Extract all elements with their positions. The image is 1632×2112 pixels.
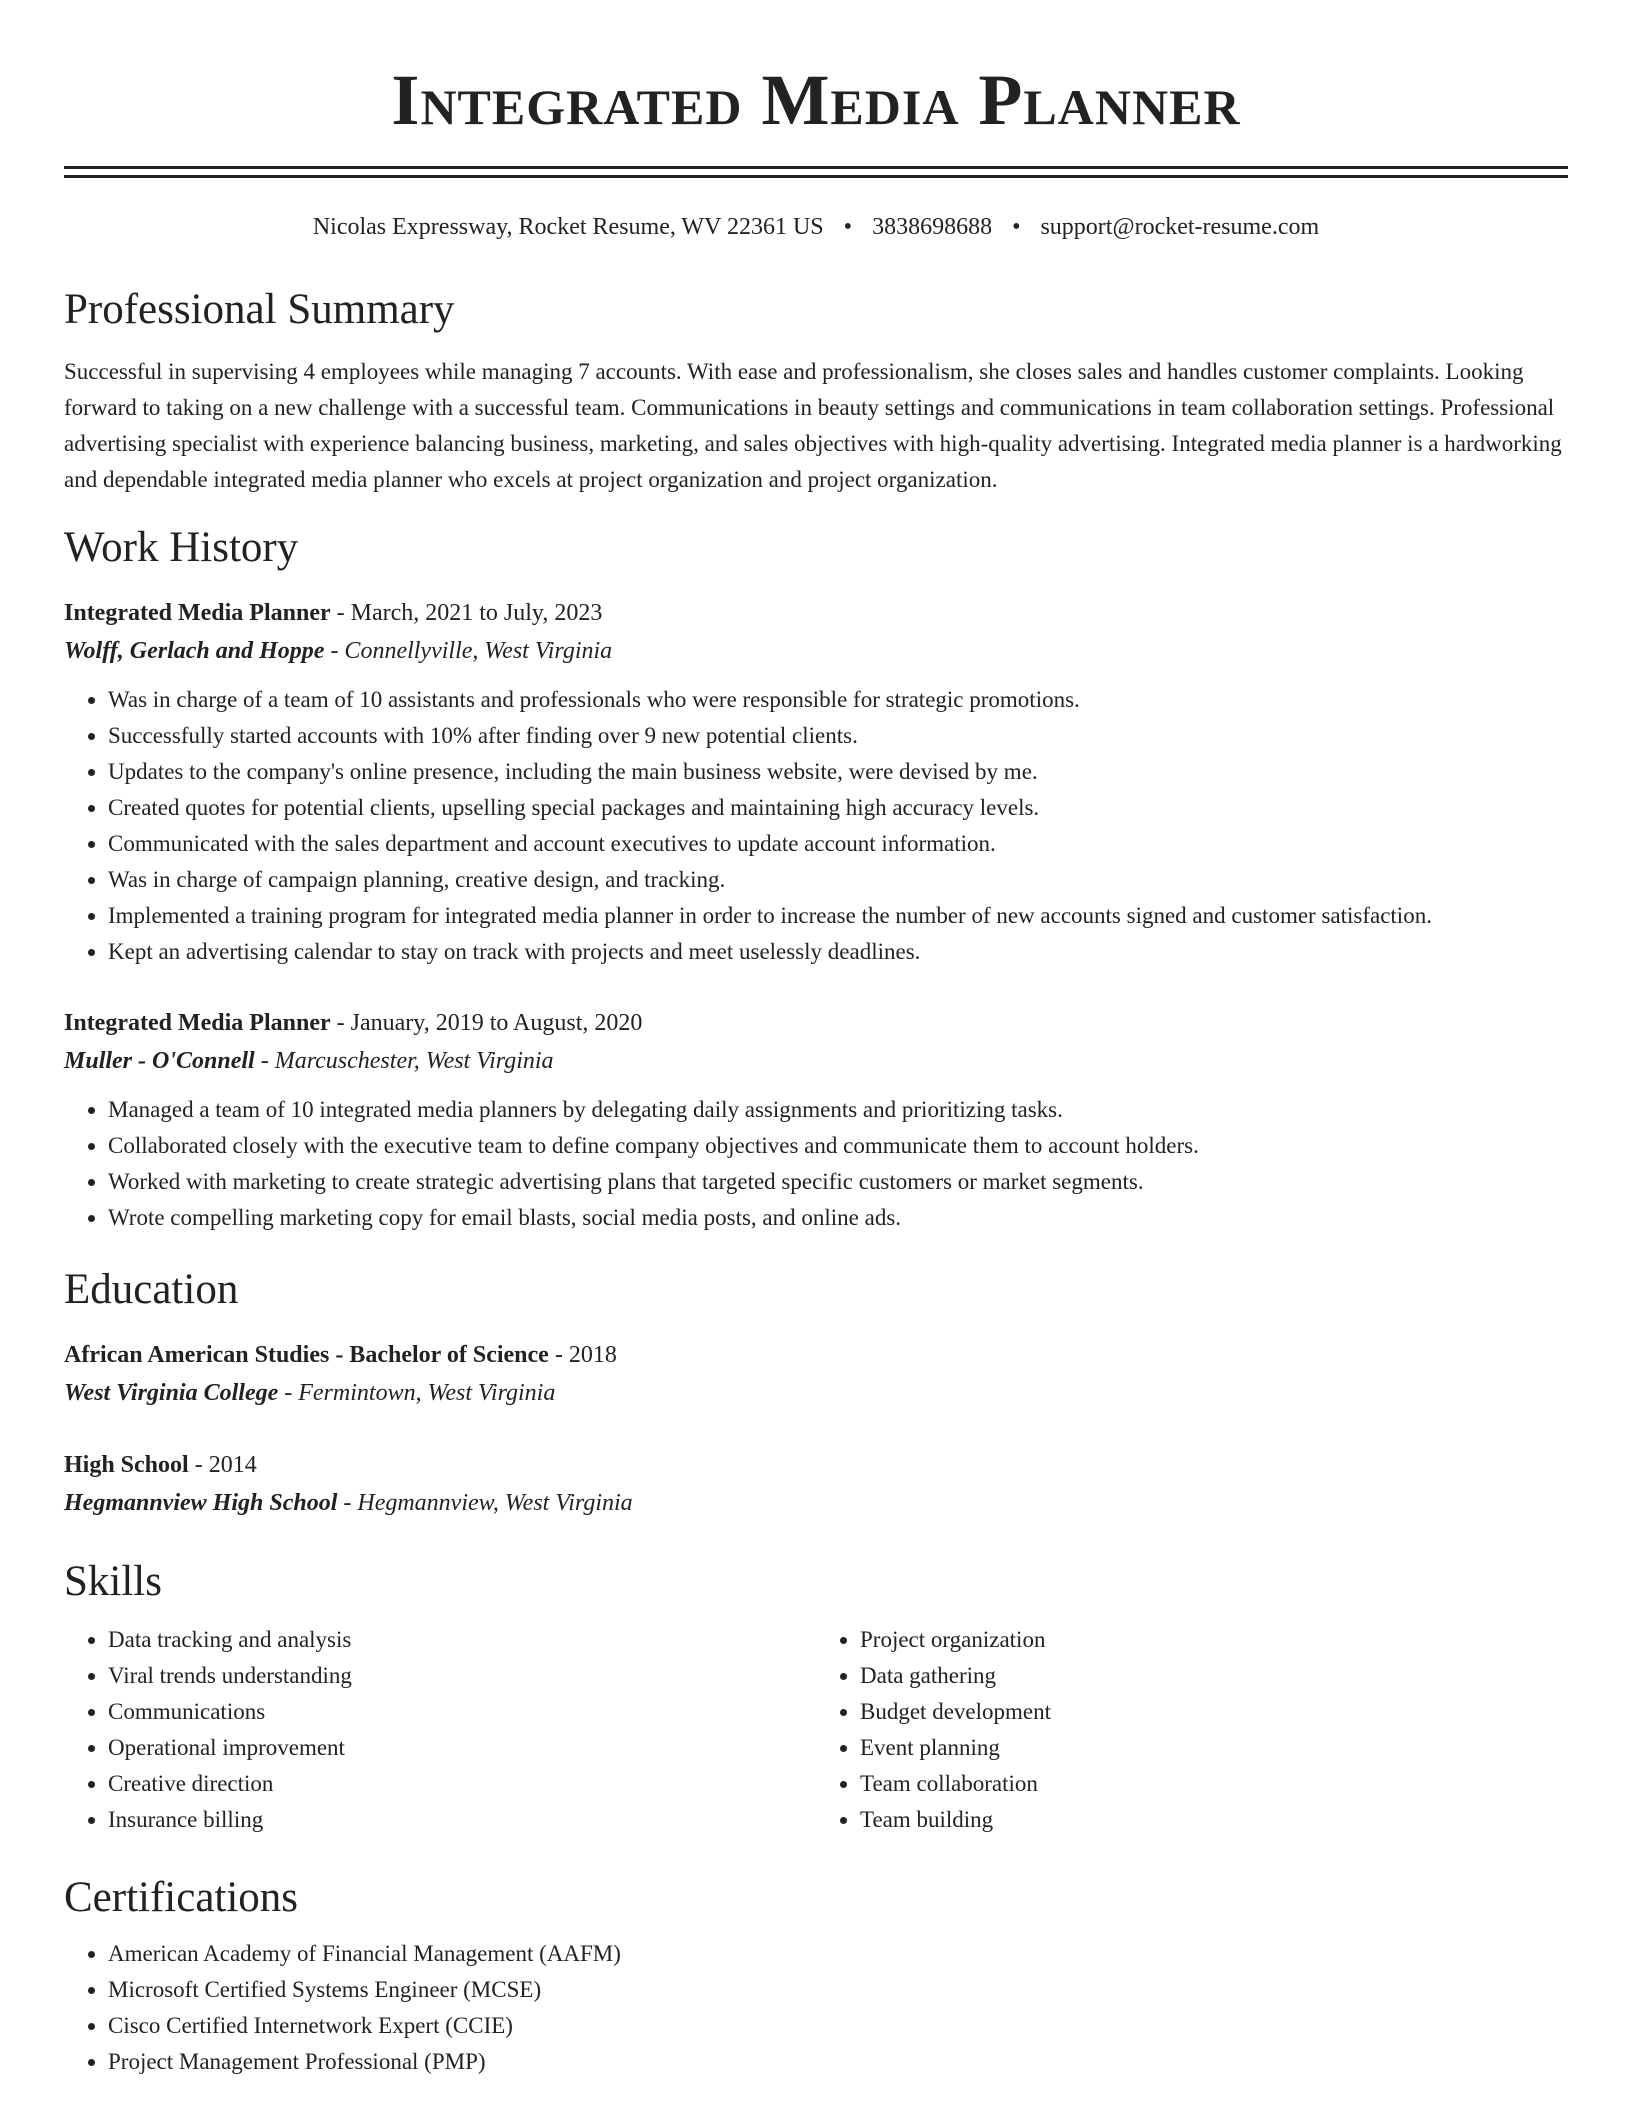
- certifications-heading: Certifications: [64, 1874, 299, 1921]
- certification-item: • Microsoft Certified Systems Engineer (MCSE): [108, 1972, 1568, 2008]
- job-bullet: • Was in charge of campaign planning, creative design, and tracking.: [108, 862, 1568, 898]
- job-bullet: • Worked with marketing to create strategic advertising plans that targeted specific customers or market segments.: [108, 1164, 1568, 1200]
- degree-line: [64, 1446, 1568, 1484]
- resume-title: Integrated Media Planner: [391, 60, 1241, 140]
- job-dates: - January, 2019 to August, 2020: [330, 1010, 643, 1036]
- contact-line: [64, 212, 1568, 242]
- degree-line: [64, 1336, 1568, 1374]
- education-entry: [64, 1336, 1568, 1412]
- title-rule-top: [64, 166, 1568, 169]
- company-line: [64, 1042, 1568, 1080]
- contact-separator: •: [1012, 214, 1021, 240]
- school-line: [64, 1374, 1568, 1412]
- skill-item: • Data tracking and analysis: [108, 1622, 816, 1658]
- company-name: Muller - O'Connell: [64, 1048, 255, 1074]
- contact-separator: •: [843, 214, 853, 240]
- job-bullet: • Kept an advertising calendar to stay on track with projects and meet uselessly deadlines.: [108, 934, 1568, 970]
- job-bullet: • Communicated with the sales department and account executives to update account information.: [108, 826, 1568, 862]
- school-location: - Hegmannview, West Virginia: [337, 1490, 633, 1516]
- skills-heading: Skills: [64, 1558, 162, 1605]
- summary-heading: Professional Summary: [64, 286, 455, 333]
- skill-item: • Data gathering: [860, 1658, 1568, 1694]
- school-name: West Virginia College: [64, 1380, 279, 1406]
- job-title-line: [64, 1004, 1568, 1042]
- contact-phone: 3838698688: [872, 214, 993, 240]
- certification-item: • Project Management Professional (PMP): [108, 2044, 1568, 2080]
- job-dates: - March, 2021 to July, 2023: [330, 600, 603, 626]
- degree: African American Studies - Bachelor of Science: [64, 1342, 549, 1368]
- certification-item: • American Academy of Financial Management (AAFM): [108, 1936, 1568, 1972]
- job-bullet: • Was in charge of a team of 10 assistants and professionals who were responsible for strategic promotions.: [108, 682, 1568, 718]
- skill-item: • Communications: [108, 1694, 816, 1730]
- job-bullet: • Wrote compelling marketing copy for email blasts, social media posts, and online ads.: [108, 1200, 1568, 1236]
- skill-item: • Insurance billing: [108, 1802, 816, 1838]
- job-bullet: • Implemented a training program for integrated media planner in order to increase the number of new accounts signed and customer satisfaction.: [108, 898, 1568, 934]
- job-title: Integrated Media Planner: [64, 1010, 331, 1036]
- job-bullet: • Managed a team of 10 integrated media planners by delegating daily assignments and prioritizing tasks.: [108, 1092, 1568, 1128]
- job-bullet: • Created quotes for potential clients, upselling special packages and maintaining high accuracy levels.: [108, 790, 1568, 826]
- summary-text: Successful in supervising 4 employees while managing 7 accounts. With ease and professionalism, she closes sales and handles customer complaints. Looking forward to taking on a new challenge with a successful team. Communications in beauty settings and communications in team collaboration settings. Professional advertising specialist with experience balancing business, marketing, and sales objectives with high-quality advertising. Integrated media planner is a hardworking and dependable integrated media planner who excels at project organization and project organization.: [64, 359, 1562, 492]
- title-rule-bottom: [64, 175, 1568, 178]
- skill-item: • Event planning: [860, 1730, 1568, 1766]
- certification-item: • Cisco Certified Internetwork Expert (CCIE): [108, 2008, 1568, 2044]
- job-bullet: • Collaborated closely with the executive team to define company objectives and communicate them to account holders.: [108, 1128, 1568, 1164]
- skill-item: • Creative direction: [108, 1766, 816, 1802]
- skill-item: • Viral trends understanding: [108, 1658, 816, 1694]
- skill-item: • Budget development: [860, 1694, 1568, 1730]
- certifications-list: [64, 1936, 1568, 2080]
- job-bullets: [64, 682, 1568, 970]
- job-bullet: • Successfully started accounts with 10% after finding over 9 new potential clients.: [108, 718, 1568, 754]
- job-entry: [64, 594, 1568, 970]
- work-history-heading: Work History: [64, 524, 299, 571]
- skill-item: • Team collaboration: [860, 1766, 1568, 1802]
- job-entry: [64, 1004, 1568, 1236]
- job-bullets: [64, 1092, 1568, 1236]
- contact-address: Nicolas Expressway, Rocket Resume, WV 22361 US: [312, 214, 824, 240]
- company-location: - Connellyville, West Virginia: [324, 638, 613, 664]
- company-location: - Marcuschester, West Virginia: [254, 1048, 554, 1074]
- job-bullet: • Updates to the company's online presence, including the main business website, were devised by me.: [108, 754, 1568, 790]
- company-name: Wolff, Gerlach and Hoppe: [64, 638, 325, 664]
- school-line: [64, 1484, 1568, 1522]
- skill-item: • Operational improvement: [108, 1730, 816, 1766]
- graduation-year: - 2014: [188, 1452, 257, 1478]
- school-location: - Fermintown, West Virginia: [278, 1380, 556, 1406]
- skill-item: • Team building: [860, 1802, 1568, 1838]
- skills-column-right: [816, 1622, 1568, 1838]
- degree: High School: [64, 1452, 189, 1478]
- education-heading: Education: [64, 1266, 239, 1313]
- company-line: [64, 632, 1568, 670]
- job-title-line: [64, 594, 1568, 632]
- school-name: Hegmannview High School: [64, 1490, 338, 1516]
- skill-item: • Project organization: [860, 1622, 1568, 1658]
- contact-email: support@rocket-resume.com: [1040, 214, 1320, 240]
- skills-column-left: [64, 1622, 816, 1838]
- skills-grid: [64, 1622, 1568, 1838]
- job-title: Integrated Media Planner: [64, 600, 331, 626]
- education-entry: [64, 1446, 1568, 1522]
- graduation-year: - 2018: [548, 1342, 617, 1368]
